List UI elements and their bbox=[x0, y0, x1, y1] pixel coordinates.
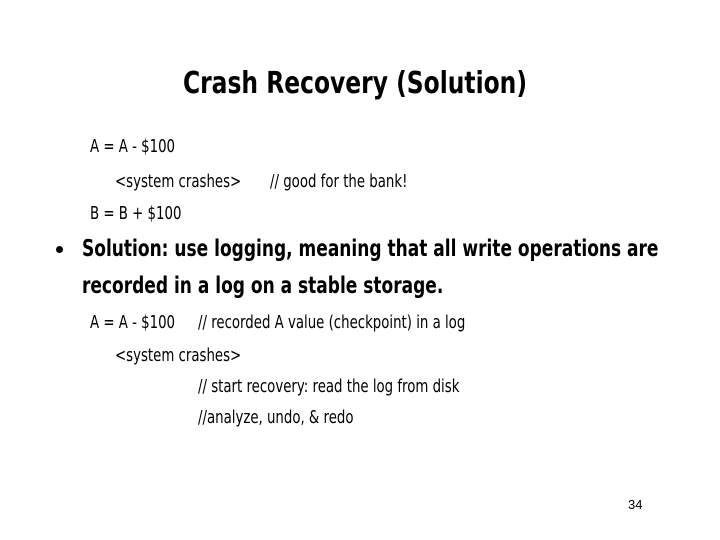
example2-line-1: A = A - $100 bbox=[90, 312, 176, 333]
example1-comment: // good for the bank! bbox=[270, 171, 408, 192]
page-number: 34 bbox=[628, 497, 643, 512]
example1-line-3: B = B + $100 bbox=[90, 203, 182, 224]
slide-title: Crash Recovery (Solution) bbox=[182, 66, 528, 101]
example1-line-2: <system crashes> bbox=[115, 171, 242, 192]
bullet-line-2: recorded in a log on a stable storage. bbox=[82, 273, 444, 299]
example2-line-2: <system crashes> bbox=[115, 345, 242, 366]
example2-line-3: // start recovery: read the log from disk bbox=[198, 376, 460, 397]
bullet-dot bbox=[56, 246, 63, 253]
example1-line-1: A = A - $100 bbox=[90, 136, 176, 157]
bullet-line-1: Solution: use logging, meaning that all write operations are bbox=[82, 236, 659, 262]
example2-line-4: //analyze, undo, & redo bbox=[198, 407, 354, 428]
example2-comment: // recorded A value (checkpoint) in a log bbox=[198, 312, 466, 333]
